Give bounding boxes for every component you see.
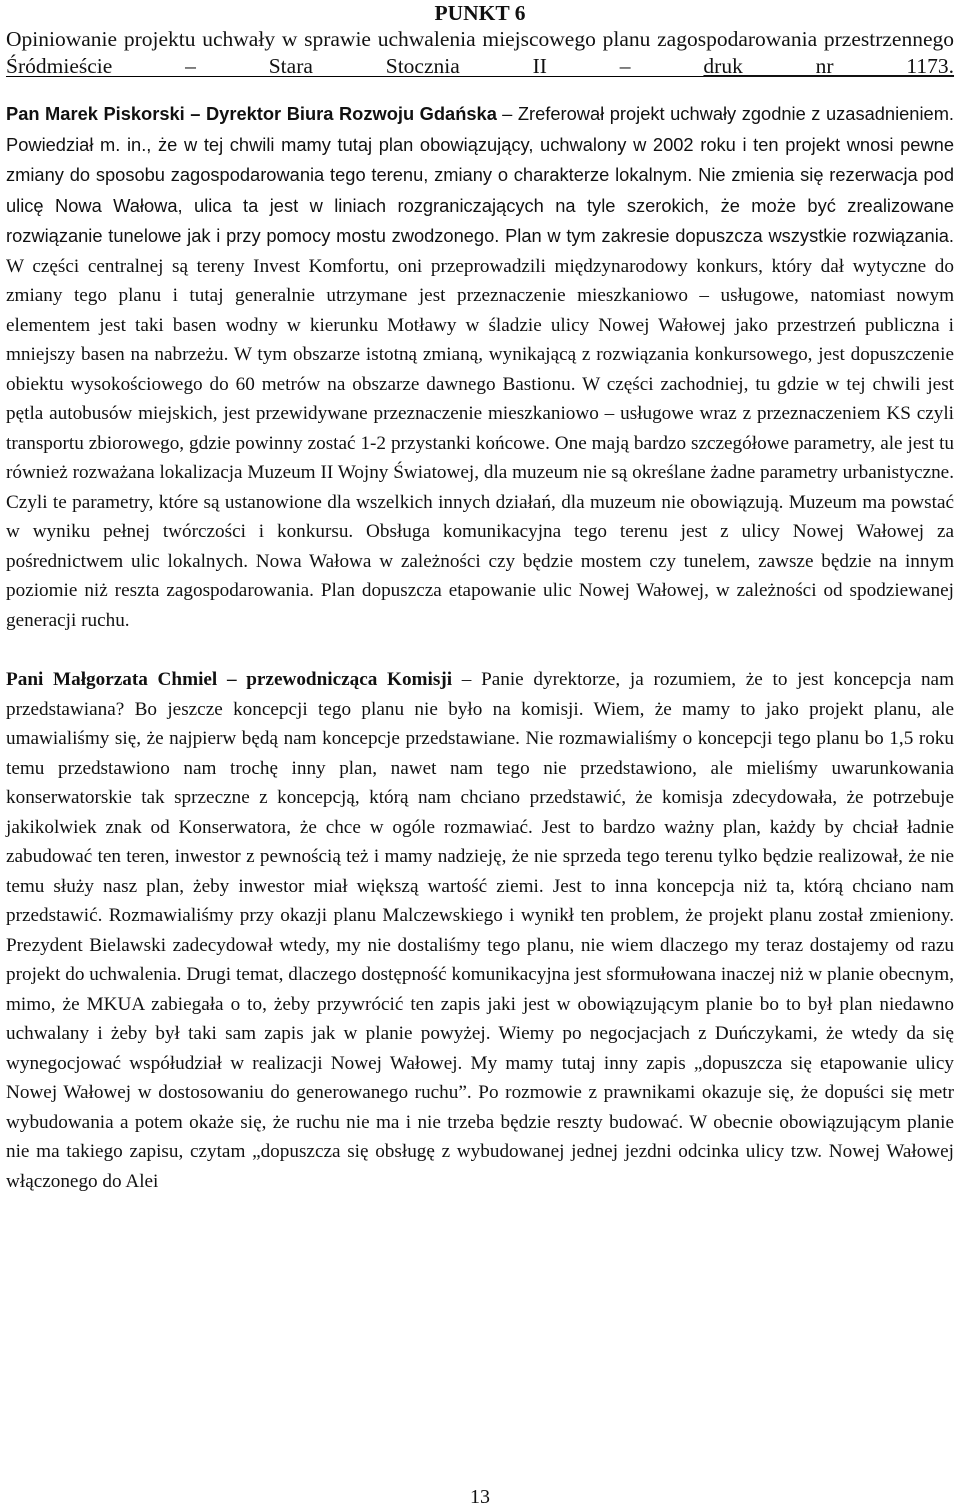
page-number: 13	[470, 1486, 490, 1508]
section-heading: PUNKT 6	[434, 1, 526, 25]
speaker-name: Pani Małgorzata Chmiel – przewodnicząca Komisji	[6, 669, 453, 690]
speaker-name: Pan Marek Piskorski – Dyrektor Biura Rozwoju Gdańska	[6, 103, 497, 124]
druk-number: druk nr 1173.	[703, 54, 955, 78]
agenda-title-text: Opiniowanie projektu uchwały w sprawie uchwalenia miejscowego planu zagospodarowania przestrzennego Śródmieście – Stara Stocznia II –	[6, 27, 954, 78]
document-page	[6, 0, 954, 1196]
agenda-title	[6, 26, 954, 80]
speech-body: W części centralnej są tereny Invest Komfortu, oni przeprowadzili międzynarodowy konkurs, który dał wytyczne do zmiany tego planu i tutaj generalnie utrzymane jest przeznaczenie mieszkaniowo – usługowe, natomiast nowym elementem jest taki basen wodny w kierunku Motławy w śladzie ulicy Nowej Wałowej jako przestrzeń publiczna i mniejszy basen na nabrzeżu. W tym obszarze istotną zmianą, wynikającą z rozwiązania konkursowego, jest dopuszczenie obiektu wysokościowego do 60 metrów na obszarze dawnego Bastionu. W części zachodniej, tu gdzie w tej chwili jest pętla autobusów miejskich, jest przewidywane przeznaczenie mieszkaniowo – usługowe wraz z przeznaczeniem KS czyli transportu zbiorowego, gdzie powinny zostać 1-2 przystanki końcowe. One mają bardzo szczegółowe parametry, ale jest tu również rozważana lokalizacja Muzeum II Wojny Światowej, dla muzeum nie są określane żadne parametry urbanistyczne. Czyli te parametry, które są ustanowione dla wszelkich innych działań, dla muzeum nie obowiązują. Muzeum ma powstać w wyniku pełnej twórczości i konkursu. Obsługa komunikacyjna tego terenu jest z ulicy Nowej Wałowej za pośrednictwem ulic lokalnych. Nowa Wałowa w zależności czy będzie mostem czy tunelem, zawsze będzie na innym poziomie niż reszta zagospodarowania. Plan dopuszcza etapowanie ulic Nowej Wałowej, w zależności od spodziewanej generacji ruchu.	[6, 255, 954, 631]
speech-piskorski	[6, 99, 954, 635]
speech-body: – Panie dyrektorze, ja rozumiem, że to jest koncepcja nam przedstawiana? Bo jeszcze koncepcji tego planu nie było na komisji. Wiem, że mamy to jako projekt planu, ale umawialiśmy się, że najpierw będą nam koncepcje przedstawiane. Nie rozmawialiśmy o koncepcji tego planu bo 1,5 roku temu przedstawiono nam trochę inny plan, nawet nam tego nie przedstawiono, ale mieliśmy uwarunkowania konserwatorskie tak sprzeczne z koncepcją, którą nam chciano przedstawić, że komisja zdecydowała, że potrzebuje jakikolwiek znak od Konserwatora, że chce w ogóle rozmawiać. Jest to bardzo ważny plan, każdy by chciał ładnie zabudować ten teren, inwestor z pewnością też i mamy nadzieję, że nie sprzeda tego terenu tylko będzie realizował, że nie temu służy nasz plan, żeby inwestor miał większą wartość ziemi. Jest to inna koncepcja niż ta, którą chciano nam przedstawić. Rozmawialiśmy przy okazji planu Malczewskiego i wynikł ten problem, że projekt planu został zmieniony. Prezydent Bielawski zadecydował wtedy, my nie dostaliśmy tego planu, nie wiem dlaczego my teraz dostajemy od razu projekt do uchwalenia. Drugi temat, dlaczego dostępność komunikacyjna jest sformułowana inaczej niż w planie obecnym, mimo, że MKUA zabiegała o to, żeby przywrócić ten zapis jaki jest w obowiązującym planie bo to był plan niedawno uchwalany i żeby był taki sam zapis jak w planie powyżej. Wiemy po negocjacjach z Duńczykami, że wtedy da się wynegocjować współudział w realizacji Nowej Wałowej. My mamy tutaj inny zapis „dopuszcza się etapowanie ulicy Nowej Wałowej w dostosowaniu do generowanego ruchu”. Po rozmowie z prawnikami okazuje się, że dopuści się metr wybudowania a potem okaże się, że ruchu nie ma i nie trzeba będzie reszty budować. W obecnie obowiązującym planie nie ma takiego zapisu, czytam „dopuszcza się obsługę z wybudowanej jednej jezdni odcinka ulicy tzw. Nowej Wałowej włączonego do Alei	[6, 669, 954, 1192]
speech-intro: – Zreferował projekt uchwały zgodnie z uzasadnieniem. Powiedział m. in., że w tej chwili mamy tutaj plan obowiązujący, uchwalony w 2002 roku i ten projekt wnosi pewne zmiany do sposobu zagospodarowania tego terenu, zmiany o charakterze lokalnym. Nie zmienia się rezerwacja pod ulicę Nowa Wałowa, ulica ta jest w liniach rozgraniczających na tyle szerokich, że może być zrealizowane rozwiązanie tunelowe jak i przy pomocy mostu zwodzonego. Plan w tym zakresie dopuszcza wszystkie rozwiązania.	[6, 103, 955, 246]
speech-chmiel	[6, 665, 954, 1196]
